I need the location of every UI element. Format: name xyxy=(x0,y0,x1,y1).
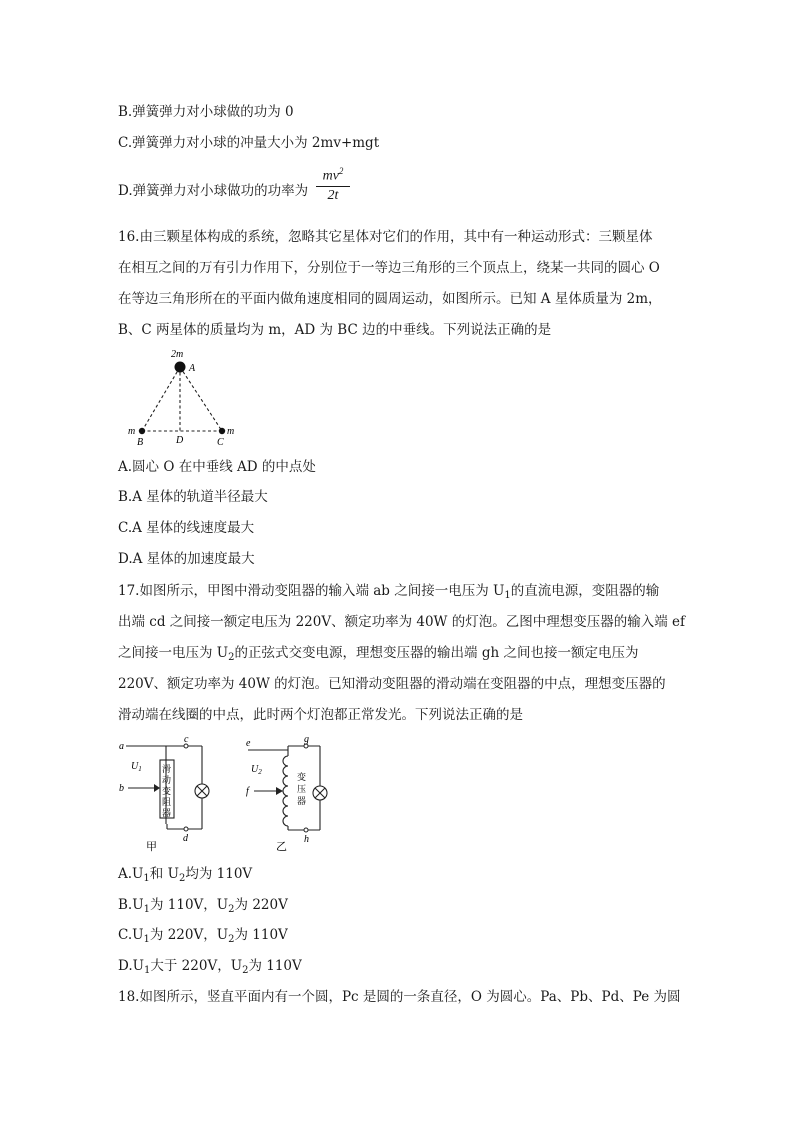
q16-option-b: B.A 星体的轨道半径最大 xyxy=(118,489,268,505)
label-e: e xyxy=(246,738,251,749)
q17-line3-part2: 的正弦式交变电源，理想变压器的输出端 gh 之间也接一额定电压为 xyxy=(234,645,639,661)
rheostat-char-4: 阻 xyxy=(162,797,172,807)
q17-stem-line-2: 出端 cd 之间接一额定电压为 220V、额定功率为 40W 的灯泡。乙图中理想变压器的输入端 ef xyxy=(118,614,686,630)
fraction-numerator: mv xyxy=(322,168,339,184)
label-2m: 2m xyxy=(171,349,184,360)
q15-option-c: C.弹簧弹力对小球的冲量大小为 2mv+mgt xyxy=(118,135,380,151)
q16-stem-line-3: 在等边三角形所在的平面内做角速度相同的圆周运动，如图所示。已知 A 星体质量为 2m， xyxy=(118,291,662,307)
q17-option-b: $B.U_1$为 110V，$U_2$为 220V xyxy=(118,897,288,915)
label-b: B xyxy=(137,437,144,448)
q17-option-a: $A.U_1$和 $U_2$均为 110V xyxy=(118,866,253,884)
star-b xyxy=(139,428,145,434)
q17-line1-part2: 的直流电源，变阻器的输 xyxy=(510,583,660,599)
q17-line1-subscript: 1 xyxy=(504,590,511,601)
label-f: f xyxy=(246,786,249,797)
side-ab xyxy=(142,367,180,431)
fraction-denominator: 2t xyxy=(327,187,339,203)
transformer-char-3: 器 xyxy=(297,796,307,806)
label-h: h xyxy=(304,834,309,845)
label-u1: $U_1$ xyxy=(131,761,142,773)
q15-power-fraction xyxy=(316,166,350,204)
label-c: c xyxy=(184,736,189,745)
q17-line1-part1: 17.如图所示，甲图中滑动变阻器的输入端 ab 之间接一电压为 U xyxy=(118,583,505,599)
transformer-coil xyxy=(283,756,288,826)
label-d: D xyxy=(176,435,184,446)
label-jia: 甲 xyxy=(146,841,157,853)
q16-option-c: C.A 星体的线速度最大 xyxy=(118,520,255,536)
q16-stem-line-2: 在相互之间的万有引力作用下，分别位于一等边三角形的三个顶点上，绕某一共同的圆心 O xyxy=(118,260,660,276)
terminal-h xyxy=(304,828,308,832)
star-c xyxy=(219,428,225,434)
q17-stem-line-1 xyxy=(118,582,659,605)
tap-arrow-icon xyxy=(276,787,283,795)
rheostat-circuit-figure xyxy=(116,736,226,854)
q15-option-d: D.弹簧弹力对小球做功的功率为 xyxy=(118,183,309,199)
q16-stem-line-1: 16.由三颗星体构成的系统，忽略其它星体对它们的作用，其中有一种运动形式：三颗星体 xyxy=(118,229,653,245)
q16-option-a: A.圆心 O 在中垂线 AD 的中点处 xyxy=(118,459,316,475)
q16-stem-line-4: B、C 两星体的质量均为 m，AD 为 BC 边的中垂线。下列说法正确的是 xyxy=(118,322,552,338)
label-a: A xyxy=(189,363,196,374)
q17-stem-line-4: 220V、额定功率为 40W 的灯泡。已知滑动变阻器的滑动端在变阻器的中点，理想变压器的 xyxy=(118,676,666,692)
label-a: a xyxy=(119,741,124,752)
rheostat-char-2: 动 xyxy=(162,775,172,785)
transformer-circuit-figure xyxy=(246,736,346,854)
q18-stem-line-1: 18.如图所示，竖直平面内有一个圆，Pc 是圆的一条直径，O 为圆心。Pa、Pb、Pd、Pe 为圆 xyxy=(118,989,681,1005)
q15-option-b: B.弹簧弹力对小球做的功为 0 xyxy=(118,104,294,120)
terminal-d xyxy=(184,827,188,831)
rheostat-char-5: 器 xyxy=(162,808,172,818)
fraction-exponent: 2 xyxy=(338,166,344,176)
q17-stem-line-3 xyxy=(118,644,638,667)
rheostat-char-1: 滑 xyxy=(162,764,172,774)
label-yi: 乙 xyxy=(276,841,287,853)
transformer-char-2: 压 xyxy=(297,784,307,794)
transformer-char-1: 变 xyxy=(297,772,307,782)
q16-option-d: D.A 星体的加速度最大 xyxy=(118,551,255,567)
slider-arrow-icon xyxy=(154,784,160,792)
q17-option-d: $D.U_1$大于 220V，$U_2$为 110V xyxy=(118,958,302,976)
q17-line3-subscript: 2 xyxy=(228,652,235,663)
side-ac xyxy=(180,367,222,431)
star-a xyxy=(175,362,186,373)
label-u2: $U_2$ xyxy=(251,764,262,776)
three-star-figure xyxy=(125,345,245,450)
label-g: g xyxy=(304,736,309,745)
label-left-m: m xyxy=(128,426,136,437)
rheostat-char-3: 变 xyxy=(162,786,172,796)
label-right-m: m xyxy=(227,426,235,437)
q17-line3-part1: 之间接一电压为 U xyxy=(118,645,229,661)
q17-stem-line-5: 滑动端在线圈的中点，此时两个灯泡都正常发光。下列说法正确的是 xyxy=(118,707,523,723)
label-d: d xyxy=(183,833,188,844)
label-c: C xyxy=(217,437,224,448)
q17-option-c: $C.U_1$为 220V，$U_2$为 110V xyxy=(118,927,288,945)
label-b: b xyxy=(119,783,124,794)
